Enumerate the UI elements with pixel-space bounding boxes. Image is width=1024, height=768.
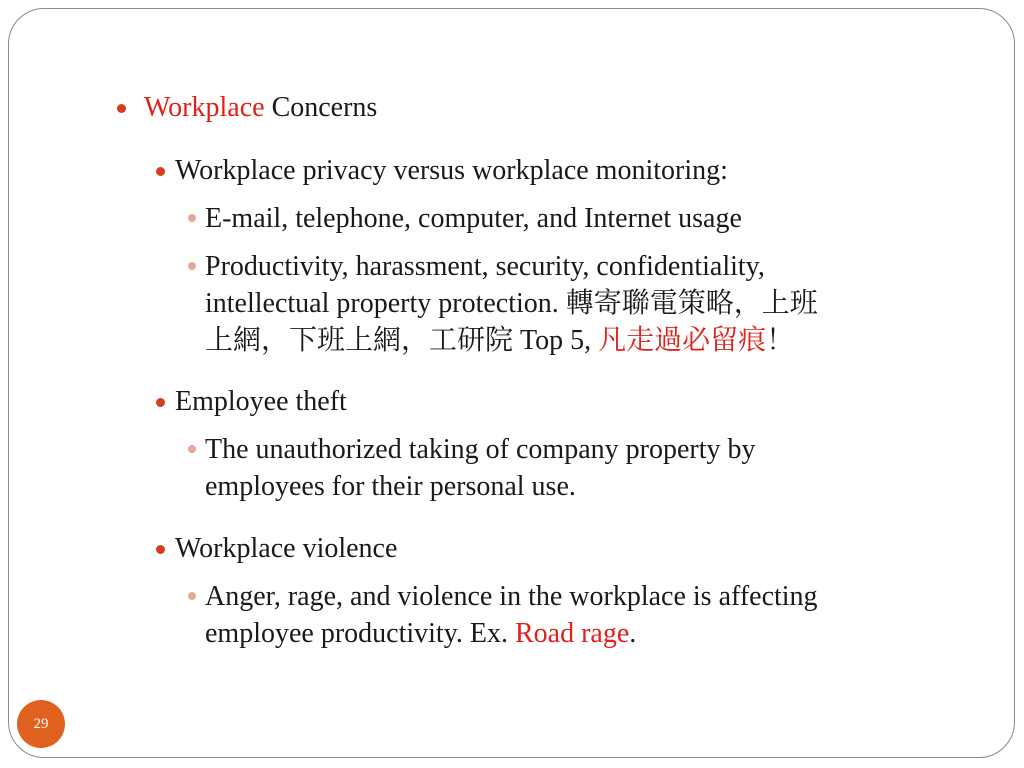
- bullet-icon: [188, 445, 196, 453]
- bullet-icon: [156, 398, 165, 407]
- list-item-continuation: intellectual property protection. 轉寄聯電策略，上班: [205, 288, 818, 319]
- page-number: 29: [33, 715, 49, 732]
- list-item-continuation: employees for their personal use.: [205, 471, 576, 502]
- bullet-icon: [156, 167, 165, 176]
- list-item-continuation: [205, 322, 794, 359]
- page-number-badge: [17, 700, 65, 748]
- heading-rest: Concerns: [271, 92, 378, 123]
- section-title: Workplace privacy versus workplace monitoring:: [175, 155, 728, 186]
- list-item: Productivity, harassment, security, confidentiality,: [205, 251, 765, 282]
- text-plain: employee productivity. Ex.: [205, 618, 515, 649]
- list-item: Anger, rage, and violence in the workplace is affecting: [205, 581, 818, 612]
- list-item-continuation: [205, 615, 636, 652]
- bullet-icon: [156, 545, 165, 554]
- list-item: E-mail, telephone, computer, and Internet usage: [205, 203, 742, 234]
- section-title: Employee theft: [175, 386, 347, 417]
- text-highlight: Road rage: [515, 618, 630, 649]
- list-item: The unauthorized taking of company property by: [205, 434, 756, 465]
- bullet-icon: [188, 214, 196, 222]
- text-highlight: 凡走過必留痕: [598, 325, 767, 356]
- section-title: Workplace violence: [175, 533, 398, 564]
- heading-accent: Workplace: [144, 92, 265, 123]
- bullet-icon: [188, 592, 196, 600]
- heading: [144, 92, 377, 124]
- text-plain: ！: [766, 325, 795, 356]
- text-plain: .: [629, 618, 637, 649]
- bullet-icon: [188, 262, 196, 270]
- text-plain: 上網，下班上網，工研院 Top 5,: [205, 325, 599, 356]
- bullet-icon: [117, 104, 126, 113]
